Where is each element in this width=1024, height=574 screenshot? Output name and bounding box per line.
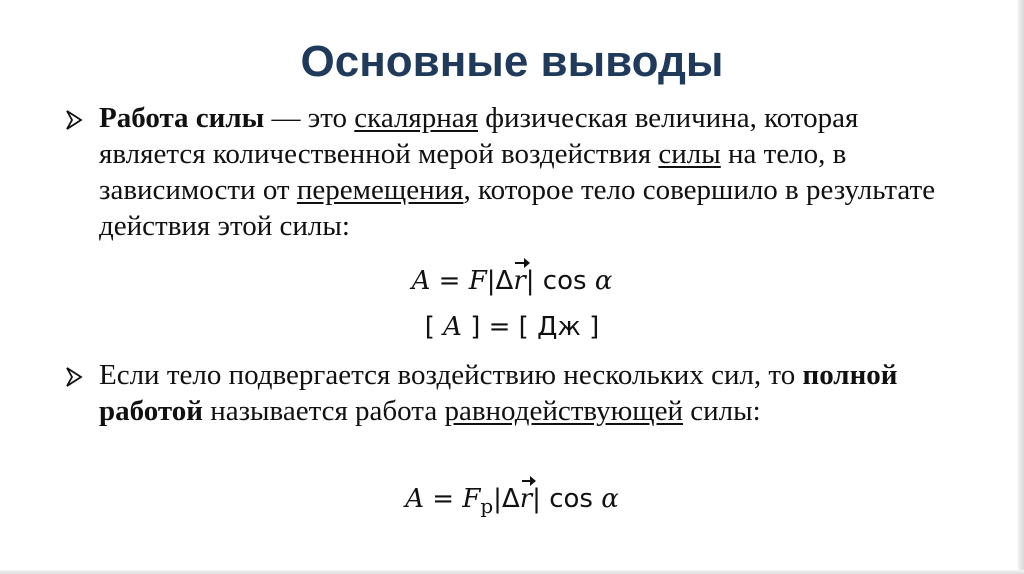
term-work-of-force: Работа силы (99, 102, 265, 134)
formula-symbol: α (594, 266, 613, 296)
bullet-1-text (99, 100, 944, 244)
term-resultant: равнодействующей (444, 395, 683, 427)
chevron-right-outline-icon (64, 100, 98, 136)
slide-bottom-edge (0, 570, 1024, 574)
formula-unit: Дж (537, 312, 581, 342)
formula-symbol: A (405, 484, 424, 514)
text-segment: Если тело подвергается воздействию нескольких сил, то (99, 359, 803, 391)
text-segment: физическая величина, которая является количественной мерой воздействия (99, 102, 859, 170)
formula-subscript: р (480, 494, 494, 518)
formula-symbol: = (430, 266, 469, 296)
text-segment: силы: (682, 395, 761, 427)
formula-symbol: cos (534, 266, 595, 296)
bullet-2-text (99, 357, 944, 429)
formula-symbol: ] (580, 312, 600, 342)
formula-symbol: | (532, 484, 541, 514)
text-segment: на тело, в зависимости от (99, 138, 847, 206)
formula-symbol: | (525, 266, 535, 296)
formula-symbol: [ (424, 312, 444, 342)
text-segment: — это (264, 102, 355, 134)
term-force: силы (658, 138, 721, 170)
text-segment: , которое тело совершило в результате действия этой силы: (99, 174, 936, 242)
formula-symbol: | (493, 484, 502, 514)
term-displacement: перемещения (296, 174, 464, 206)
formula-symbol: F (462, 484, 481, 514)
bullet-work-definition (64, 100, 944, 244)
formula-symbol: A (443, 312, 462, 342)
formula-symbol: ] = [ (461, 312, 538, 342)
text-segment: называется работа (202, 395, 445, 427)
formula-symbol: Δ (501, 484, 520, 514)
vector-r-symbol: r (513, 263, 525, 299)
formula-symbol: cos (540, 484, 602, 514)
formula-work (0, 262, 1024, 299)
chevron-right-outline-icon (64, 357, 98, 393)
slide-title: Основные выводы (300, 37, 724, 86)
formula-symbol: A (411, 266, 431, 296)
term-total-work: полной работой (99, 359, 898, 427)
formula-units (0, 308, 1024, 345)
bullet-total-work (64, 357, 944, 429)
formula-symbol: α (601, 484, 619, 514)
formula-symbol: | (486, 266, 496, 296)
vector-r-symbol: r (520, 481, 532, 517)
formula-symbol: F (468, 266, 487, 296)
term-scalar: скалярная (354, 102, 478, 134)
formula-total-work (0, 480, 1024, 524)
formula-symbol: Δ (495, 266, 514, 296)
formula-symbol: = (423, 484, 463, 514)
